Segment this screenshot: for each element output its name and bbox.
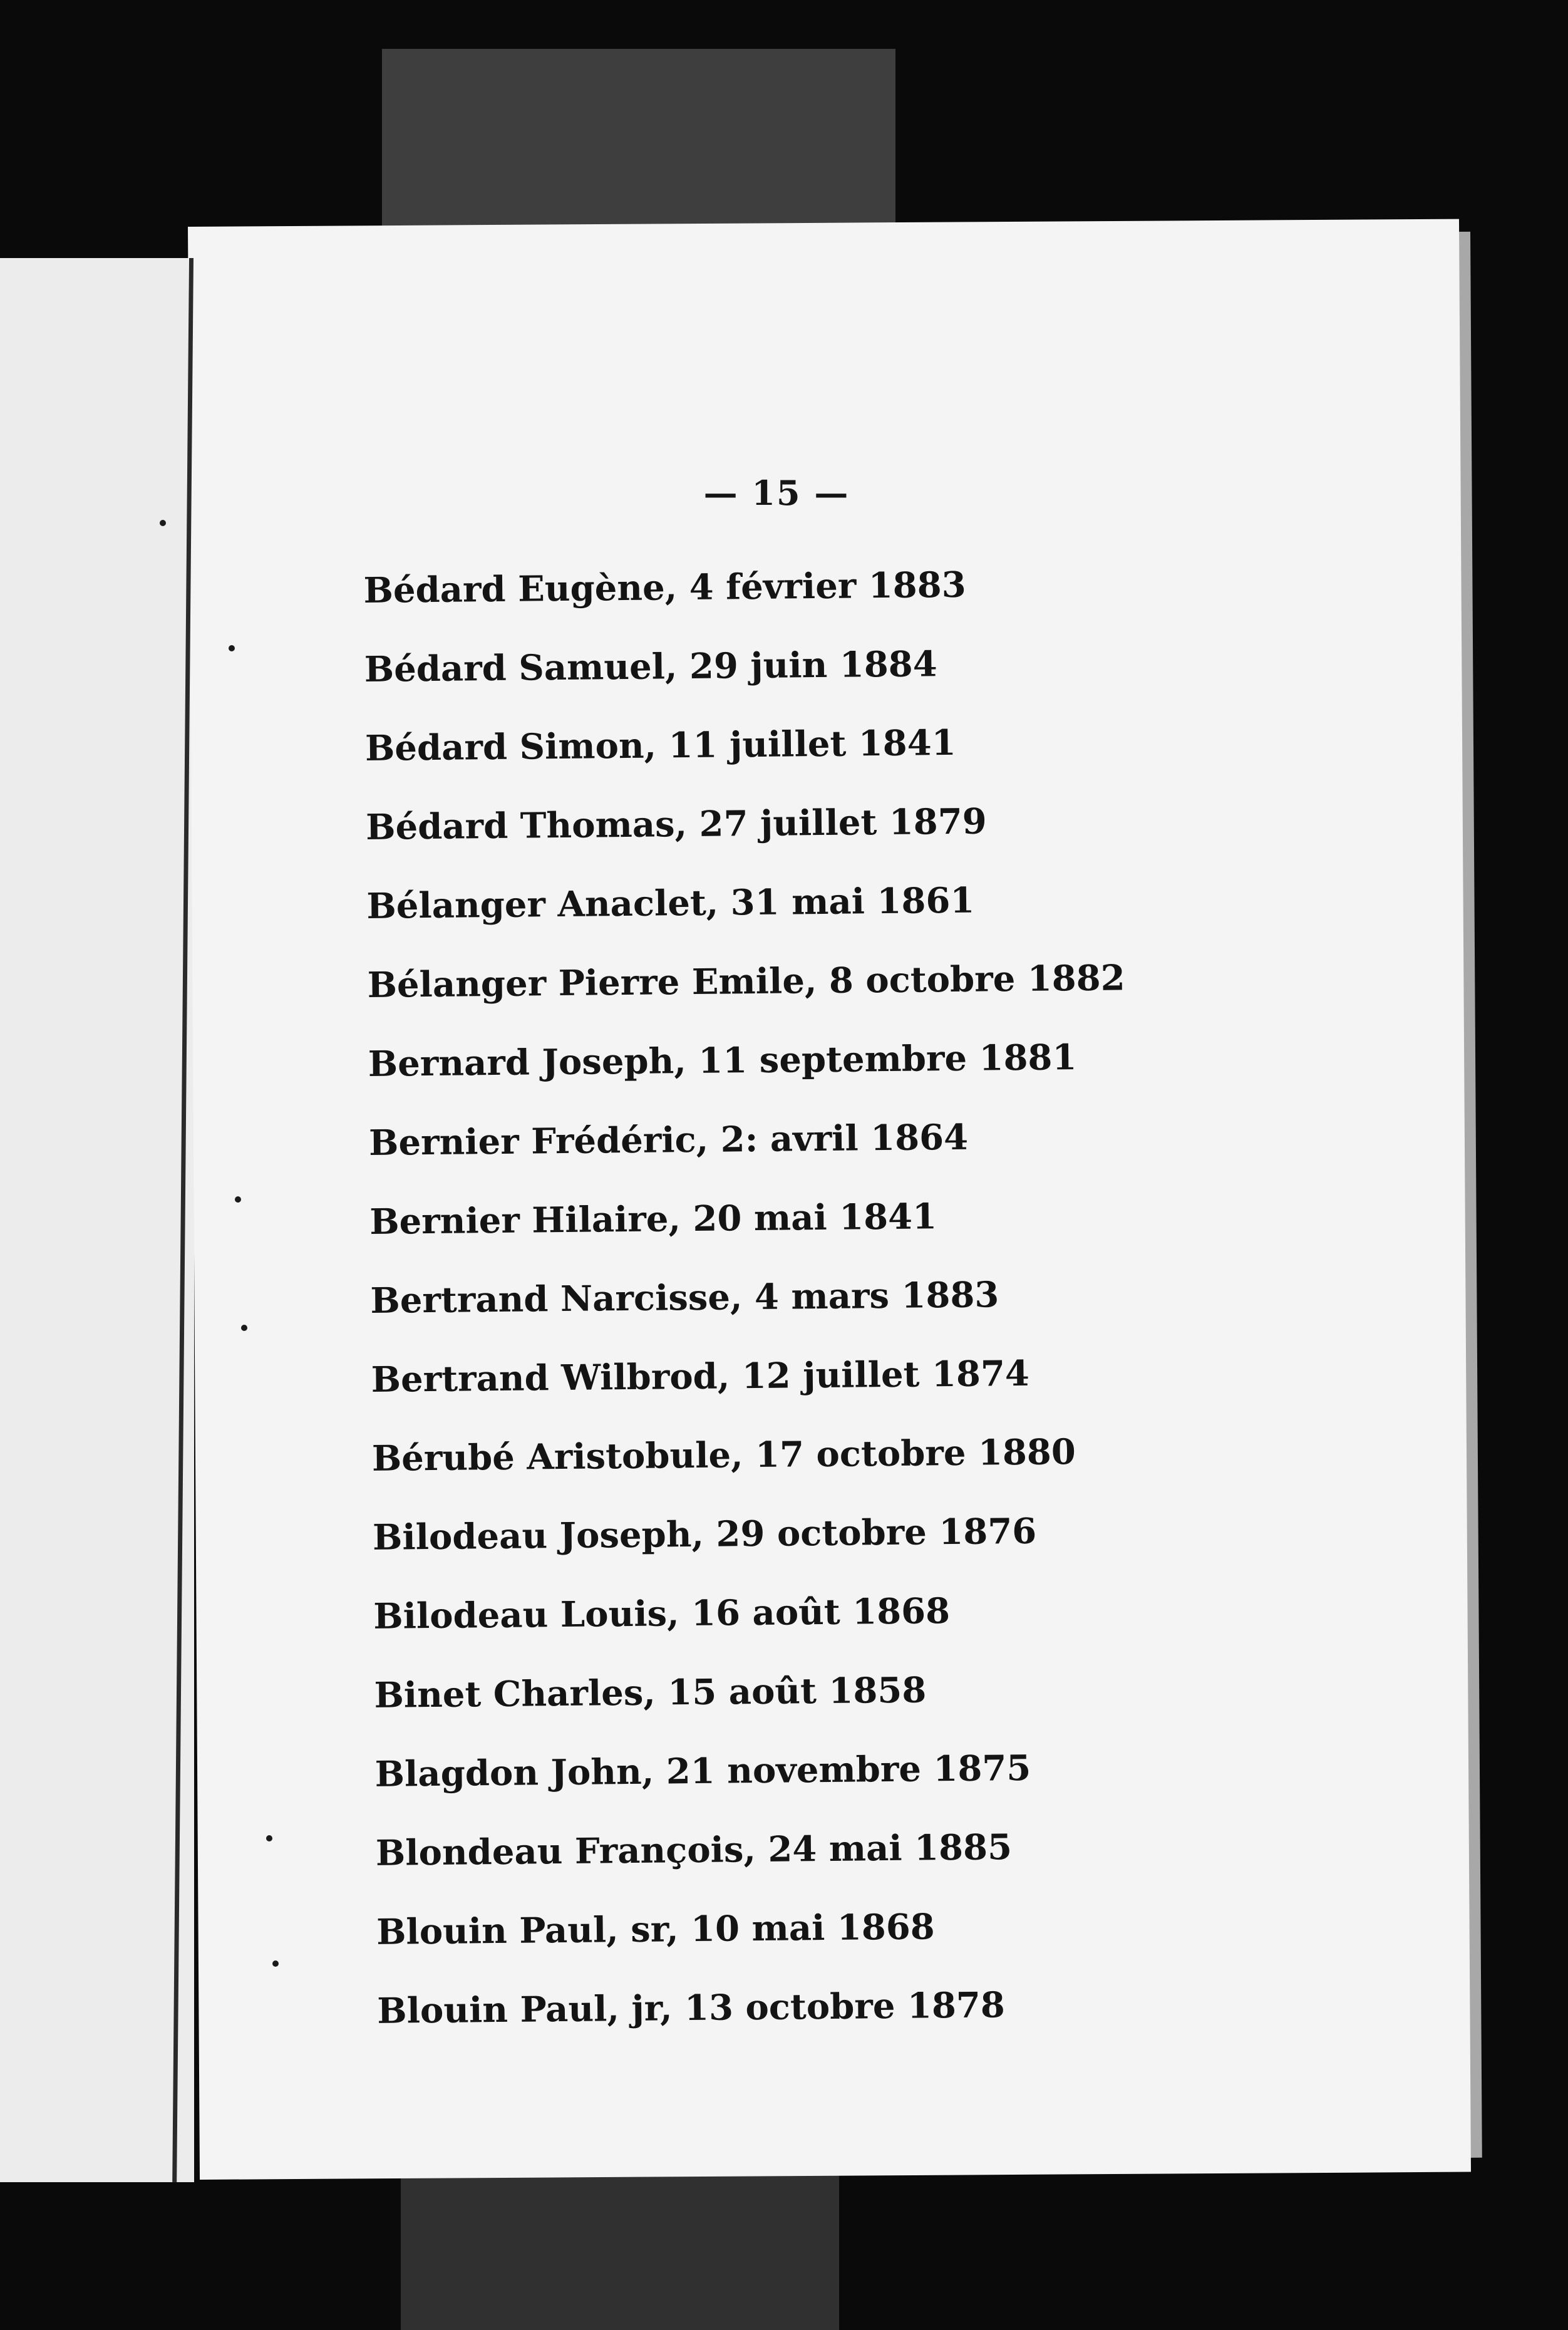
list-item: Bertrand Narcisse, 4 mars 1883	[370, 1274, 999, 1322]
list-item: Blouin Paul, jr, 13 octobre 1878	[377, 1984, 1006, 2032]
speck	[160, 520, 166, 526]
list-item: Bélanger Pierre Emile, 8 octobre 1882	[367, 957, 1125, 1006]
list-item: Bédard Eugène, 4 février 1883	[363, 564, 966, 611]
list-item: Bernard Joseph, 11 septembre 1881	[368, 1037, 1077, 1085]
list-item: Bilodeau Louis, 16 août 1868	[373, 1590, 951, 1637]
list-item: Binet Charles, 15 août 1858	[374, 1669, 927, 1716]
list-item: Bélanger Anaclet, 31 mai 1861	[366, 879, 975, 927]
list-item: Bédard Thomas, 27 juillet 1879	[365, 800, 987, 848]
list-item: Bernier Frédéric, 2: avril 1864	[368, 1116, 969, 1164]
name-list	[363, 544, 1135, 2051]
left-page	[0, 258, 194, 2182]
list-item: Bédard Samuel, 29 juin 1884	[364, 643, 937, 690]
page-number: — 15 —	[703, 473, 850, 513]
speck	[241, 1325, 247, 1331]
speck	[272, 1960, 279, 1967]
list-item: Bertrand Wilbrod, 12 juillet 1874	[371, 1352, 1030, 1401]
list-item: Blouin Paul, sr, 10 mai 1868	[376, 1906, 936, 1953]
speck	[229, 645, 235, 651]
list-item: Bédard Simon, 11 juillet 1841	[364, 722, 956, 769]
list-item: Blagdon John, 21 novembre 1875	[374, 1747, 1031, 1795]
list-item: Bernier Hilaire, 20 mai 1841	[369, 1196, 937, 1243]
speck	[235, 1196, 241, 1203]
list-item: Bérubé Aristobule, 17 octobre 1880	[371, 1431, 1076, 1479]
background-strip-lower	[401, 2155, 839, 2330]
list-item: Bilodeau Joseph, 29 octobre 1876	[372, 1510, 1037, 1558]
list-item: Blondeau François, 24 mai 1885	[375, 1826, 1013, 1874]
speck	[266, 1835, 272, 1841]
